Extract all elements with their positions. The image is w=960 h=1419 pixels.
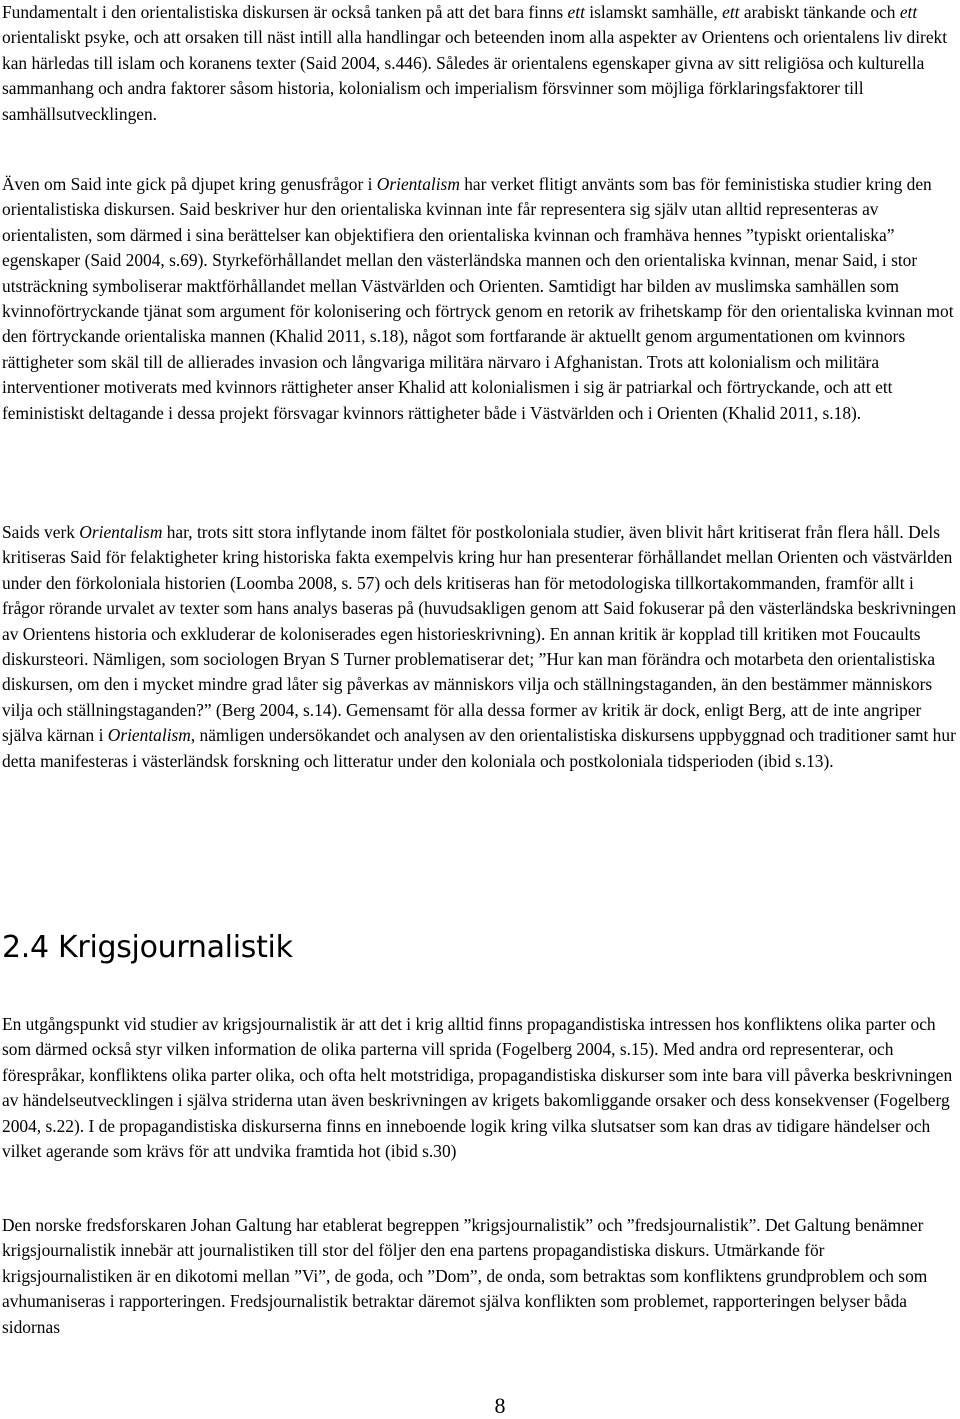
text-segment: Saids verk	[2, 522, 80, 542]
page-number: 8	[494, 1393, 506, 1418]
paragraph-critique-of-said	[2, 520, 958, 774]
text-segment: islamskt samhälle,	[584, 2, 723, 22]
text-segment: Fundamentalt i den orientalistiska diskursen är också tanken på att det bara finns	[2, 2, 568, 22]
text-segment: har verket flitigt använts som bas för feministiska studier kring den orientalistiska diskursen. Said beskriver hur den orientaliska kvinnan inte får representera sig själv utan alltid representeras av orientalisten, som därmed i sina berättelser kan objektifiera den orientaliska kvinnan och framhäva hennes ”typiskt orientaliska” egenskaper (Said 2004, s.69). Styrkeförhållandet mellan den västerländska mannen och den orientaliska kvinnan, menar Said, i stor utsträckning symboliserar maktförhållandet mellan Västvärlden och Orienten. Samtidigt har bilden av muslimska samhällen som kvinnoförtryckande tjänat som argument för kolonisering och förtryck genom en retorik av frihetskamp för den orientaliska kvinnan mot den förtryckande orientaliska mannen (Khalid 2011, s.18), något som fortfarande är aktuellt genom argumentationen om kvinnors rättigheter som skäl till de allierades invasion och långvariga militära närvaro i Afghanistan. Trots att kolonialism och militära interventioner motiverats med kvinnors rättigheter anser Khalid att kolonialismen i sig är patriarkal och förtryckande, och att ett feministiskt deltagande i dessa projekt försvagar kvinnors rättigheter både i Västvärlden och i Orienten (Khalid 2011, s.18).	[2, 174, 954, 423]
italic-text-segment: Orientalism	[376, 174, 460, 194]
italic-text-segment: ett	[899, 2, 918, 22]
text-segment: , nämligen undersökandet och analysen av den orientalistiska diskursens uppbyggnad och traditioner samt hur detta manifesteras i västerländsk forskning och litteratur under den koloniala och postkoloniala tidsperioden (ibid s.13).	[2, 725, 956, 771]
paragraph-orientalist-discourse	[2, 0, 958, 127]
text-segment: Den norske fredsforskaren Johan Galtung har etablerat begreppen ”krigsjournalistik” och ”fredsjournalistik”. Det Galtung benämner krigsjournalistik innebär att journalistiken till stor del följer den ena partens propagandistiska diskurs. Utmärkande för krigsjournalistiken är en dikotomi mellan ”Vi”, de goda, och ”Dom”, de onda, som betraktas som konfliktens grundproblem och som avhumaniseras i rapporteringen. Fredsjournalistik betraktar däremot själva konflikten som problemet, rapporteringen belyser båda sidornas	[2, 1215, 928, 1337]
paragraph-gender-orientalism	[2, 172, 958, 426]
italic-text-segment: ett	[567, 2, 585, 22]
paragraph-galtung-concepts	[2, 1213, 958, 1340]
text-segment: En utgångspunkt vid studier av krigsjournalistik är att det i krig alltid finns propagandistiska intressen hos konfliktens olika parter och som därmed också styr vilken information de olika parterna vill sprida (Fogelberg 2004, s.15). Med andra ord representerar, och förespråkar, konfliktens olika parter olika, och ofta helt motstridiga, propagandistiska diskurser som inte bara vill påverka beskrivningen av händelseutvecklingen i själva striderna utan även beskrivningen av krigets bakomliggande orsaker och dess konsekvenser (Fogelberg 2004, s.22). I de propagandistiska diskurserna finns en inneboende logik kring vilka slutsatser som kan dras av tidigare händelser och vilket agerande som krävs för att undvika framtida hot (ibid s.30)	[2, 1014, 953, 1162]
text-segment: orientaliskt psyke, och att orsaken till näst intill alla handlingar och beteenden inom alla aspekter av Orientens och orientalens liv direkt kan härledas till islam och koranens texter (Said 2004, s.446). Således är orientalens egenskaper givna av sitt religiösa och kulturella sammanhang och andra faktorer såsom historia, kolonialism och imperialism försvinner som möjliga förklaringsfaktorer till samhällsutvecklingen.	[2, 27, 948, 124]
italic-text-segment: Orientalism	[79, 522, 163, 542]
italic-text-segment: Orientalism	[107, 725, 191, 746]
section-heading: 2.4 Krigsjournalistik	[2, 930, 293, 965]
text-segment: Även om Said inte gick på djupet kring genusfrågor i	[2, 174, 377, 194]
text-segment: har, trots sitt stora inflytande inom fältet för postkoloniala studier, även blivit hårt kritiserat från flera håll. Dels kritiseras Said för felaktigheter kring historiska fakta exempelvis kring hur han presenterar förhållandet mellan Orienten och västvärlden under den förkoloniala historien (Loomba 2008, s. 57) och dels kritiseras han för metodologiska tillkortakommanden, framför allt i frågor rörande urvalet av texter som hans analys baseras på (huvudsakligen genom att Said fokuserar på den västerländska beskrivningen av Orientens historia och exkluderar de koloniserades egen historieskrivning). En annan kritik är kopplad till kritiken mot Foucaults diskursteori. Nämligen, som sociologen Bryan S Turner problematiserar det; ”Hur kan man förändra och motarbeta den orientalistiska diskursen, om den i mycket mindre grad låter sig påverkas av människors vilja och ställningstaganden, än den bestämmer människors vilja och ställningstaganden?” (Berg 2004, s.14). Gemensamt för alla dessa former av kritik är dock, enligt Berg, att de inte angriper själva kärnan i	[2, 522, 957, 746]
paragraph-war-journalism-propaganda	[2, 1012, 958, 1164]
italic-text-segment: ett	[722, 2, 740, 22]
text-segment: arabiskt tänkande och	[739, 2, 900, 22]
